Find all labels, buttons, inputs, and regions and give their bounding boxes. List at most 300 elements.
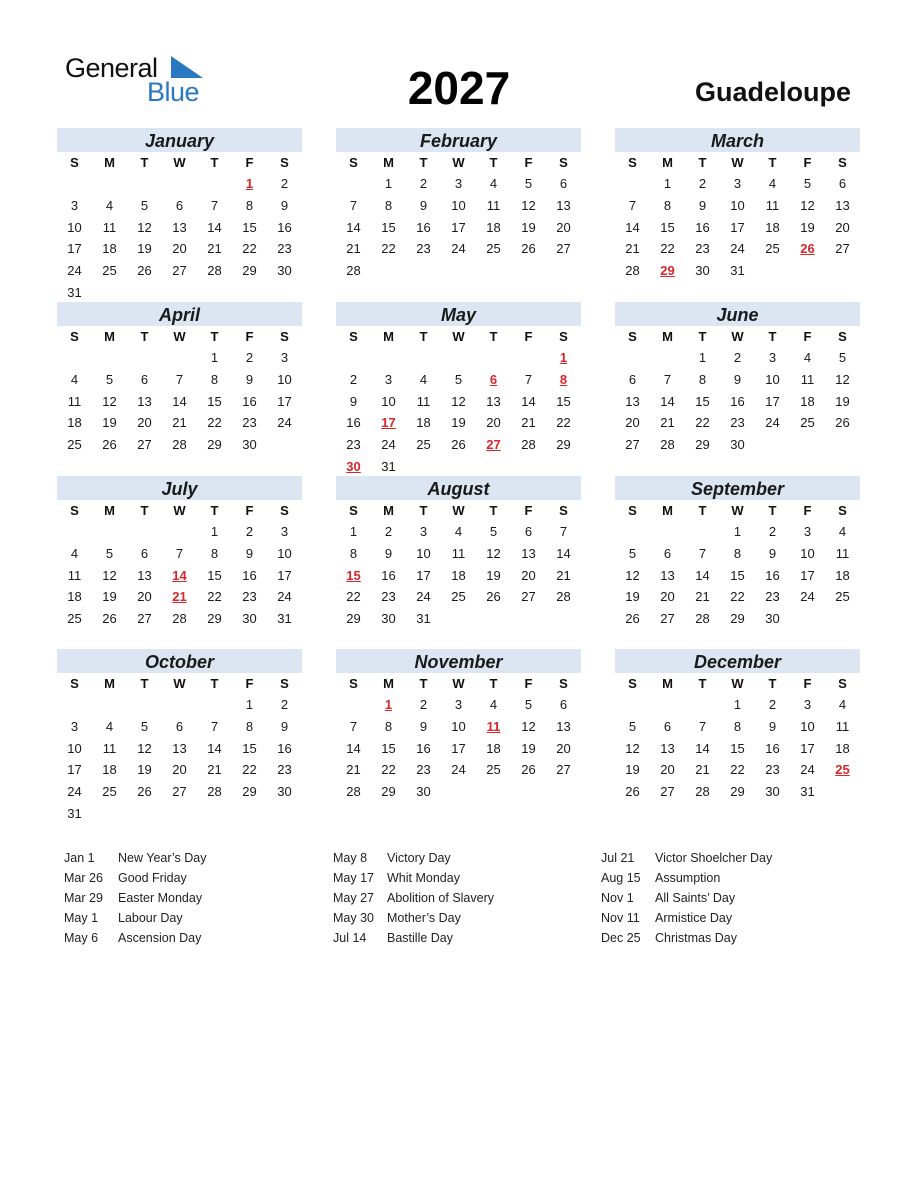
weekday-label: W [731,155,744,170]
weekday-label: S [628,155,637,170]
day-cell: 27 [660,611,675,627]
day-cell: 15 [381,740,396,756]
day-cell: 15 [556,393,571,409]
holiday-row [333,928,593,948]
day-cell: 29 [207,611,222,627]
month-october [57,649,302,825]
weekday-label: T [489,329,498,344]
day-cell: 3 [454,176,463,191]
day-cell: 10 [800,718,815,734]
empty-cell [441,347,476,369]
holiday-name: Ascension Day [118,931,202,945]
day-cell: 28 [625,263,640,279]
weekday-label: W [173,329,186,344]
day-cell: 11 [416,393,431,409]
empty-cell [57,347,92,369]
day-cell: 7 [349,197,358,213]
day-cell: 26 [521,762,536,778]
holiday-date: May 1 [64,911,99,925]
day-cell: 6 [559,176,568,191]
day-cell: 29 [556,437,571,453]
weekday-label: F [524,329,533,344]
day-cell: 18 [835,740,850,756]
holiday-column [333,848,593,948]
empty-cell [336,694,371,716]
day-cell: 29 [207,437,222,453]
day-cell: 4 [70,371,79,387]
day-cell: 25 [835,589,850,605]
day-cell: 16 [381,567,396,583]
day-cell: 28 [346,784,361,800]
weekday-label: S [559,155,568,170]
day-cell: 22 [207,589,222,605]
day-cell: 6 [524,524,533,539]
day-cell: 23 [765,762,780,778]
empty-cell [685,521,720,543]
holiday-row [64,868,324,888]
holiday-day-cell: 17 [381,415,396,431]
day-cell: 27 [172,263,187,279]
holiday-day-cell: 30 [346,458,361,474]
day-cell: 10 [67,740,82,756]
empty-cell [92,694,127,716]
day-cell: 15 [695,393,710,409]
day-cell: 12 [521,197,536,213]
day-cell: 8 [384,718,393,734]
day-cell: 11 [835,718,850,734]
weekday-label: T [419,503,428,518]
day-cell: 24 [800,589,815,605]
month-name: February [336,128,581,152]
holiday-date: Dec 25 [601,931,641,945]
day-cell: 18 [67,589,82,605]
month-grid [336,674,581,803]
day-cell: 21 [695,762,710,778]
day-cell: 15 [242,740,257,756]
day-cell: 7 [524,371,533,387]
empty-cell [336,173,371,195]
day-cell: 1 [733,697,742,712]
day-cell: 26 [102,611,117,627]
day-cell: 19 [835,393,850,409]
day-cell: 12 [451,393,466,409]
day-cell: 28 [695,611,710,627]
weekday-label: F [803,329,812,344]
day-cell: 3 [384,371,393,387]
day-cell: 16 [242,393,257,409]
month-december [615,649,860,803]
weekday-label: M [383,329,394,344]
holiday-row [333,888,593,908]
day-cell: 14 [660,393,675,409]
day-cell: 11 [102,740,117,756]
weekday-label: T [768,676,777,691]
weekday-label: W [452,676,465,691]
day-cell: 4 [105,718,114,734]
weekday-label: T [698,676,707,691]
empty-cell [650,521,685,543]
day-cell: 30 [277,263,292,279]
day-cell: 27 [556,762,571,778]
day-cell: 13 [486,393,501,409]
day-cell: 10 [800,545,815,561]
day-cell: 13 [660,740,675,756]
holiday-name: Abolition of Slavery [387,891,495,905]
day-cell: 21 [207,762,222,778]
day-cell: 20 [172,241,187,257]
day-cell: 27 [137,437,152,453]
day-cell: 4 [838,697,847,712]
country-title: Guadeloupe [694,77,851,107]
empty-cell [92,347,127,369]
weekday-label: F [803,676,812,691]
holiday-row [333,848,593,868]
day-cell: 9 [768,545,777,561]
day-cell: 25 [67,437,82,453]
day-cell: 13 [556,197,571,213]
day-cell: 25 [67,611,82,627]
month-name: March [615,128,860,152]
day-cell: 29 [730,611,745,627]
day-cell: 1 [663,176,672,191]
day-cell: 16 [416,219,431,235]
day-cell: 19 [521,740,536,756]
day-cell: 5 [524,697,533,712]
weekday-label: S [349,329,358,344]
day-cell: 4 [489,176,498,191]
day-cell: 16 [242,567,257,583]
weekday-label: F [245,503,254,518]
holiday-name: Whit Monday [387,871,460,885]
day-cell: 9 [419,718,428,734]
day-cell: 16 [416,740,431,756]
day-cell: 13 [556,718,571,734]
weekday-label: T [489,676,498,691]
day-cell: 29 [730,784,745,800]
day-cell: 24 [381,437,396,453]
day-cell: 20 [172,762,187,778]
day-cell: 28 [521,437,536,453]
weekday-label: T [210,503,219,518]
day-cell: 14 [346,219,361,235]
empty-cell [336,347,371,369]
month-grid [615,153,860,282]
weekday-label: T [419,676,428,691]
month-grid [57,153,302,304]
empty-cell [406,347,441,369]
day-cell: 16 [730,393,745,409]
day-cell: 15 [207,567,222,583]
day-cell: 24 [277,415,292,431]
weekday-label: S [70,503,79,518]
empty-cell [57,521,92,543]
holiday-date: Mar 26 [64,871,103,885]
month-name: June [615,302,860,326]
day-cell: 16 [277,740,292,756]
day-cell: 3 [280,350,289,365]
empty-cell [650,347,685,369]
day-cell: 9 [349,393,358,409]
day-cell: 29 [695,437,710,453]
day-cell: 20 [137,415,152,431]
holiday-row [601,888,861,908]
day-cell: 24 [451,762,466,778]
empty-cell [197,694,232,716]
day-cell: 24 [765,415,780,431]
day-cell: 11 [451,545,466,561]
day-cell: 17 [451,219,466,235]
holiday-name: New Year’s Day [118,851,207,865]
weekday-label: F [245,329,254,344]
day-cell: 5 [454,371,463,387]
day-cell: 23 [765,589,780,605]
holiday-date: May 30 [333,911,374,925]
holiday-row [601,908,861,928]
month-grid [336,327,581,478]
weekday-label: M [104,329,115,344]
holiday-row [601,868,861,888]
weekday-label: S [838,155,847,170]
day-cell: 4 [489,697,498,712]
weekday-label: W [452,155,465,170]
weekday-label: T [768,155,777,170]
month-grid [57,501,302,630]
day-cell: 5 [803,176,812,191]
day-cell: 26 [102,437,117,453]
day-cell: 24 [730,241,745,257]
day-cell: 4 [105,197,114,213]
holiday-row [601,928,861,948]
day-cell: 3 [419,524,428,539]
day-cell: 24 [800,762,815,778]
day-cell: 23 [277,241,292,257]
day-cell: 7 [698,718,707,734]
day-cell: 20 [660,762,675,778]
day-cell: 9 [280,197,289,213]
day-cell: 2 [419,176,428,191]
empty-cell [162,694,197,716]
weekday-label: M [383,155,394,170]
empty-cell [197,173,232,195]
holiday-column [601,848,861,948]
day-cell: 28 [172,611,187,627]
weekday-label: W [173,503,186,518]
day-cell: 27 [172,784,187,800]
day-cell: 25 [765,241,780,257]
day-cell: 15 [381,219,396,235]
day-cell: 28 [660,437,675,453]
day-cell: 18 [486,740,501,756]
day-cell: 19 [137,762,152,778]
weekday-label: M [104,503,115,518]
empty-cell [92,173,127,195]
holiday-name: Assumption [655,871,721,885]
day-cell: 22 [730,762,745,778]
day-cell: 6 [140,371,149,387]
day-cell: 14 [625,219,640,235]
holiday-row [601,848,861,868]
weekday-label: T [140,155,149,170]
day-cell: 21 [695,589,710,605]
weekday-label: F [245,155,254,170]
day-cell: 22 [207,415,222,431]
month-april [57,302,302,456]
weekday-label: S [628,676,637,691]
day-cell: 3 [803,697,812,712]
month-august [336,476,581,630]
day-cell: 2 [419,697,428,712]
day-cell: 22 [381,241,396,257]
day-cell: 17 [451,740,466,756]
day-cell: 8 [245,197,254,213]
day-cell: 6 [559,697,568,712]
day-cell: 6 [663,718,672,734]
holiday-name: Armistice Day [655,911,733,925]
day-cell: 10 [730,197,745,213]
day-cell: 8 [245,718,254,734]
day-cell: 21 [172,415,187,431]
weekday-label: F [524,155,533,170]
day-cell: 17 [67,241,82,257]
day-cell: 4 [838,524,847,539]
day-cell: 2 [245,524,254,539]
day-cell: 12 [137,740,152,756]
weekday-label: W [173,155,186,170]
weekday-label: M [104,676,115,691]
holiday-name: Labour Day [118,911,183,925]
day-cell: 20 [660,589,675,605]
weekday-label: T [140,676,149,691]
day-cell: 5 [105,371,114,387]
day-cell: 7 [349,718,358,734]
day-cell: 12 [102,393,117,409]
day-cell: 10 [277,545,292,561]
day-cell: 16 [346,415,361,431]
day-cell: 19 [800,219,815,235]
day-cell: 27 [835,241,850,257]
day-cell: 31 [67,284,82,300]
day-cell: 25 [416,437,431,453]
day-cell: 25 [451,589,466,605]
logo [65,54,215,110]
weekday-label: T [489,503,498,518]
day-cell: 21 [521,415,536,431]
empty-cell [127,347,162,369]
day-cell: 10 [765,371,780,387]
weekday-label: T [768,503,777,518]
day-cell: 26 [486,589,501,605]
day-cell: 15 [242,219,257,235]
day-cell: 7 [628,197,637,213]
holiday-row [333,908,593,928]
holiday-name: Bastille Day [387,931,453,945]
day-cell: 4 [768,176,777,191]
day-cell: 20 [137,589,152,605]
weekday-label: F [245,676,254,691]
day-cell: 9 [384,545,393,561]
day-cell: 15 [730,740,745,756]
day-cell: 17 [277,567,292,583]
day-cell: 24 [416,589,431,605]
day-cell: 16 [765,740,780,756]
month-january [57,128,302,304]
day-cell: 5 [105,545,114,561]
day-cell: 20 [835,219,850,235]
day-cell: 28 [556,589,571,605]
day-cell: 28 [207,263,222,279]
holiday-name: Victory Day [387,851,451,865]
day-cell: 24 [277,589,292,605]
holiday-day-cell: 1 [559,350,568,365]
day-cell: 20 [625,415,640,431]
day-cell: 2 [768,524,777,539]
day-cell: 17 [730,219,745,235]
day-cell: 25 [800,415,815,431]
day-cell: 23 [416,241,431,257]
month-november [336,649,581,803]
day-cell: 29 [242,263,257,279]
day-cell: 22 [346,589,361,605]
day-cell: 4 [803,350,812,365]
holiday-day-cell: 1 [245,176,254,191]
day-cell: 29 [381,784,396,800]
empty-cell [615,347,650,369]
day-cell: 19 [102,415,117,431]
day-cell: 13 [172,740,187,756]
day-cell: 11 [67,567,82,583]
day-cell: 23 [242,415,257,431]
day-cell: 3 [803,524,812,539]
day-cell: 22 [242,762,257,778]
month-name: May [336,302,581,326]
day-cell: 25 [486,241,501,257]
day-cell: 30 [242,611,257,627]
day-cell: 29 [346,611,361,627]
month-july [57,476,302,630]
day-cell: 7 [663,371,672,387]
day-cell: 14 [172,393,187,409]
day-cell: 8 [698,371,707,387]
day-cell: 11 [800,371,815,387]
day-cell: 30 [730,437,745,453]
holiday-date: Aug 15 [601,871,641,885]
weekday-label: M [104,155,115,170]
day-cell: 30 [277,784,292,800]
day-cell: 10 [451,197,466,213]
holiday-name: Mother’s Day [387,911,461,925]
day-cell: 18 [835,567,850,583]
day-cell: 3 [768,350,777,365]
day-cell: 2 [280,176,289,191]
empty-cell [371,347,406,369]
weekday-label: M [662,329,673,344]
day-cell: 14 [207,219,222,235]
day-cell: 15 [207,393,222,409]
day-cell: 25 [102,784,117,800]
day-cell: 13 [137,567,152,583]
day-cell: 2 [733,350,742,365]
day-cell: 23 [730,415,745,431]
day-cell: 23 [277,762,292,778]
day-cell: 19 [521,219,536,235]
day-cell: 1 [384,176,393,191]
day-cell: 16 [277,219,292,235]
day-cell: 9 [733,371,742,387]
day-cell: 10 [67,219,82,235]
day-cell: 12 [625,567,640,583]
day-cell: 4 [454,524,463,539]
day-cell: 23 [242,589,257,605]
